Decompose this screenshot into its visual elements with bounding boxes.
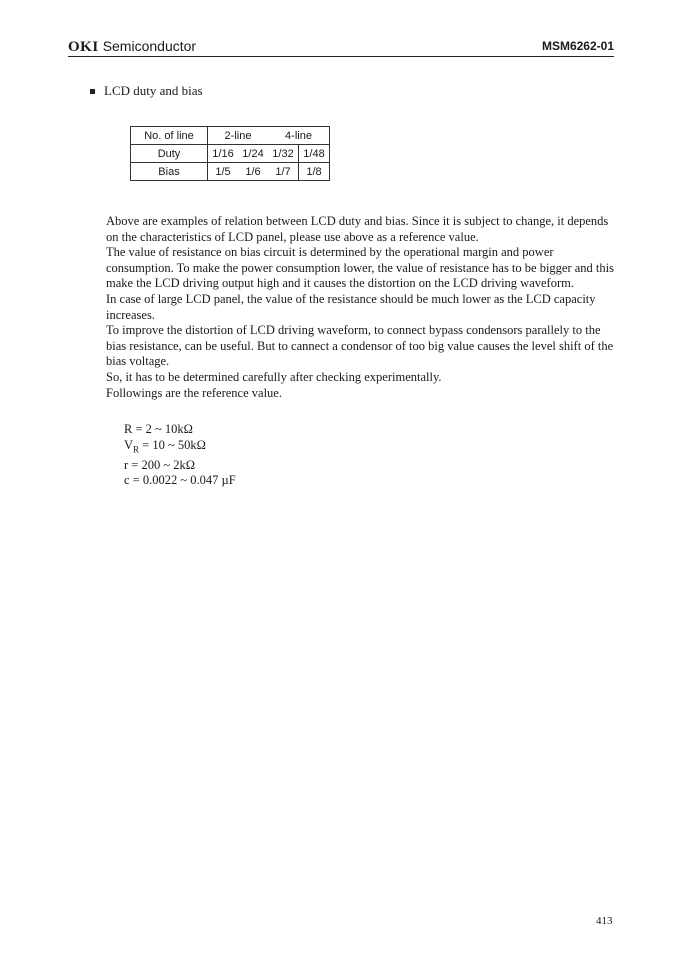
formula-c: c = 0.0022 ~ 0.047 µF [124,473,236,488]
table-row [131,145,330,163]
table-cell: 1/8 [299,163,330,181]
paragraph: Above are examples of relation between LCD duty and bias. Since it is subject to change, it depends on the characteristics of LCD panel, please use above as a reference value. [106,214,609,244]
table-cell: 1/5 [208,163,239,181]
table-cell: 1/48 [299,145,330,163]
duty-bias-table [130,126,330,181]
table-header-row [131,127,330,145]
bullet-icon [90,89,95,94]
brand-name: OKI [68,39,99,55]
formula-r: R = 2 ~ 10kΩ [124,422,193,436]
document-id: MSM6262-01 [541,39,614,53]
table-cell: 1/7 [268,163,299,181]
paragraph: So, it has to be determined carefully after checking experimentally. [106,369,442,384]
row-label-duty: Duty [131,145,208,163]
formula-vr-subscript: R [133,444,140,455]
formula-vr-symbol: V [124,437,134,452]
division-name: Semiconductor [102,38,197,54]
body-text [106,214,616,401]
table-cell: 1/6 [238,163,268,181]
page-number: 413 [596,915,613,927]
formula-small-r: r = 200 ~ 2kΩ [124,457,196,472]
header-rule [68,56,614,57]
formula-vr-range: = 10 ~ 50kΩ [139,437,206,452]
brand-logo [68,38,196,56]
table-row [131,163,330,181]
paragraph: The value of resistance on bias circuit is determined by the operational margin and power consumption. To make the power consumption lower, the value of resistance has to be bigger and this make the LCD driving output high and it causes the distortion on the LCD driving waveform. [106,245,614,291]
paragraph: To improve the distortion of LCD driving waveform, to connect bypass condensors parallely to the bias resistance, can be useful. But to cannect a condensor of too big value causes the level shift of the bias voltage. [106,323,614,369]
table-corner-cell: No. of line [131,127,208,145]
row-label-bias: Bias [131,163,208,181]
table-cell: 1/16 [208,145,239,163]
group-header-4-line: 4-line [268,127,330,145]
paragraph: In case of large LCD panel, the value of the resistance should be much lower as the LCD capacity increases. [106,291,596,322]
paragraph: Followings are the reference value. [106,385,282,400]
formula-vr [124,438,236,458]
reference-values [124,422,236,489]
table-cell: 1/32 [268,145,299,163]
page-header [68,34,614,60]
section-heading [90,83,203,99]
table-cell: 1/24 [238,145,268,163]
group-header-2-line: 2-line [208,127,269,145]
section-title: LCD duty and bias [104,83,203,98]
